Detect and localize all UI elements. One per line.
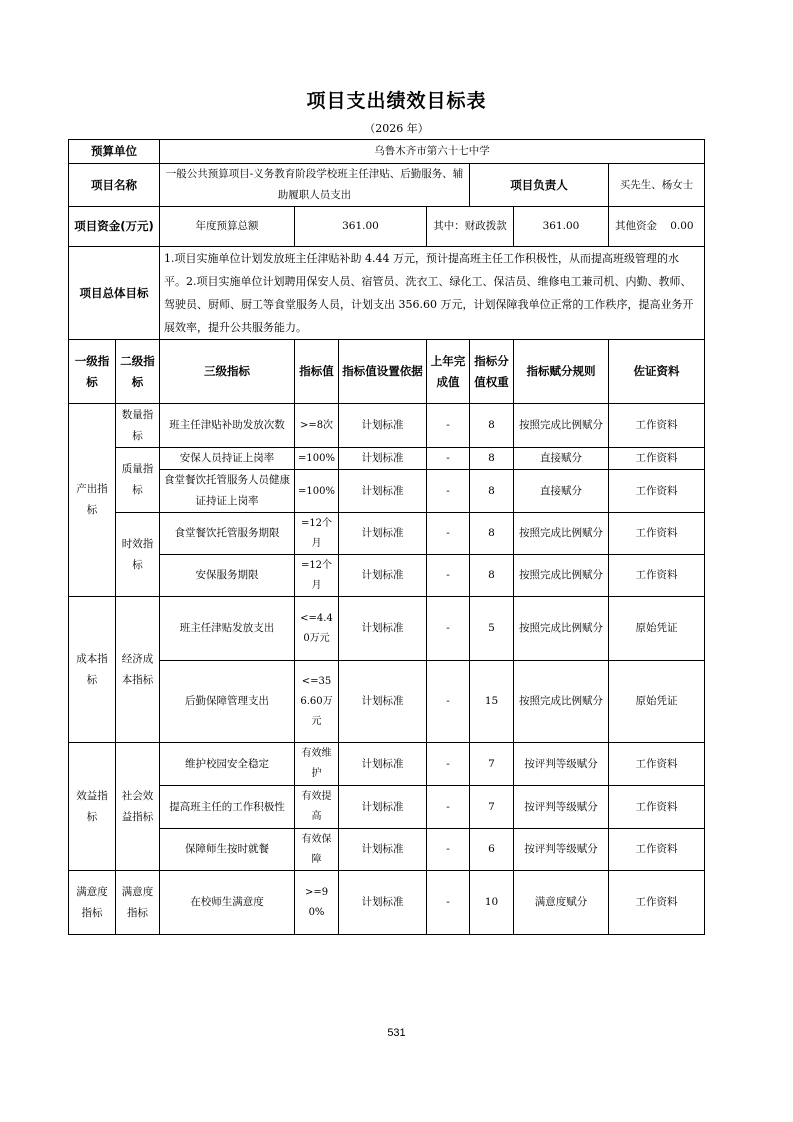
row-prev: - <box>427 470 470 513</box>
row-l3: 维护校园安全稳定 <box>160 743 295 786</box>
leader-value: 买先生、杨女士 <box>609 164 705 207</box>
row-basis: 计划标准 <box>339 829 427 871</box>
row-l3: 在校师生满意度 <box>160 871 295 935</box>
row-evidence: 工作资料 <box>609 786 705 829</box>
row-prev: - <box>427 743 470 786</box>
annual-budget-value: 361.00 <box>295 207 427 247</box>
row-evidence: 工作资料 <box>609 470 705 513</box>
project-name-value: 一般公共预算项目-义务教育阶段学校班主任津贴、后勤服务、辅助履职人员支出 <box>160 164 470 207</box>
row-evidence: 工作资料 <box>609 829 705 871</box>
row-weight: 15 <box>470 661 514 743</box>
unit-label: 预算单位 <box>69 140 160 164</box>
row-evidence: 原始凭证 <box>609 661 705 743</box>
row-weight: 5 <box>470 597 514 661</box>
row-evidence: 工作资料 <box>609 404 705 448</box>
row-evidence: 原始凭证 <box>609 597 705 661</box>
row-basis: 计划标准 <box>339 661 427 743</box>
row-basis: 计划标准 <box>339 513 427 555</box>
group-social: 社会效益指标 <box>116 743 160 871</box>
group-quantity: 数量指标 <box>116 404 160 448</box>
header-prev: 上年完成值 <box>427 340 470 404</box>
row-evidence: 工作资料 <box>609 513 705 555</box>
row-weight: 8 <box>470 513 514 555</box>
row-val: >=8次 <box>295 404 339 448</box>
row-l3: 食堂餐饮托管服务期限 <box>160 513 295 555</box>
header-l1: 一级指标 <box>69 340 116 404</box>
row-val: 有效维护 <box>295 743 339 786</box>
row-basis: 计划标准 <box>339 743 427 786</box>
table-row <box>69 871 705 935</box>
table-row <box>69 448 705 470</box>
row-rule: 按照完成比例赋分 <box>514 555 609 597</box>
row-l3: 安保服务期限 <box>160 555 295 597</box>
row-basis: 计划标准 <box>339 448 427 470</box>
header-basis: 指标值设置依据 <box>339 340 427 404</box>
row-weight: 8 <box>470 404 514 448</box>
row-rule: 直接赋分 <box>514 470 609 513</box>
row-weight: 7 <box>470 786 514 829</box>
funds-row <box>69 207 705 247</box>
table-row <box>69 661 705 743</box>
group-output: 产出指标 <box>69 404 116 597</box>
row-l3: 提高班主任的工作积极性 <box>160 786 295 829</box>
performance-table <box>68 139 705 935</box>
row-l3: 班主任津贴发放支出 <box>160 597 295 661</box>
row-basis: 计划标准 <box>339 470 427 513</box>
row-rule: 按照完成比例赋分 <box>514 597 609 661</box>
row-basis: 计划标准 <box>339 871 427 935</box>
goal-text: 1.项目实施单位计划发放班主任津贴补助 4.44 万元，预计提高班主任工作积极性，从而提高班级管理的水平。2.项目实施单位计划聘用保安人员、宿管员、洗衣工、绿化工、保洁员、维修电工兼司机、内勤、教师、驾驶员、厨师、厨工等食堂服务人员，计划支出 356.60 万元，计划保障我单位正常的工作秩序，提高业务开展效率，提升公共服务能力。 <box>160 247 705 340</box>
table-row <box>69 743 705 786</box>
row-evidence: 工作资料 <box>609 871 705 935</box>
row-l3: 食堂餐饮托管服务人员健康证持证上岗率 <box>160 470 295 513</box>
row-l3: 班主任津贴补助发放次数 <box>160 404 295 448</box>
other-funds-value: 0.00 <box>670 220 694 232</box>
annual-budget-label: 年度预算总额 <box>160 207 295 247</box>
row-val: <=4.40万元 <box>295 597 339 661</box>
row-l3: 后勤保障管理支出 <box>160 661 295 743</box>
row-rule: 满意度赋分 <box>514 871 609 935</box>
row-rule: 直接赋分 <box>514 448 609 470</box>
table-row <box>69 513 705 555</box>
row-prev: - <box>427 661 470 743</box>
row-rule: 按照完成比例赋分 <box>514 513 609 555</box>
row-prev: - <box>427 404 470 448</box>
group-cost: 成本指标 <box>69 597 116 743</box>
row-weight: 7 <box>470 743 514 786</box>
group-quality: 质量指标 <box>116 448 160 513</box>
header-val: 指标值 <box>295 340 339 404</box>
row-val: =100% <box>295 470 339 513</box>
row-weight: 10 <box>470 871 514 935</box>
row-basis: 计划标准 <box>339 786 427 829</box>
fiscal-value: 361.00 <box>514 207 609 247</box>
row-val: =100% <box>295 448 339 470</box>
header-rule: 指标赋分规则 <box>514 340 609 404</box>
leader-label: 项目负责人 <box>470 164 609 207</box>
header-weight: 指标分值权重 <box>470 340 514 404</box>
row-basis: 计划标准 <box>339 404 427 448</box>
table-row <box>69 470 705 513</box>
row-evidence: 工作资料 <box>609 448 705 470</box>
goal-row <box>69 247 705 340</box>
row-val: 有效保障 <box>295 829 339 871</box>
header-l3: 三级指标 <box>160 340 295 404</box>
header-l2: 二级指标 <box>116 340 160 404</box>
group-timeliness: 时效指标 <box>116 513 160 597</box>
row-prev: - <box>427 597 470 661</box>
group-econ-cost: 经济成本指标 <box>116 597 160 743</box>
row-weight: 8 <box>470 555 514 597</box>
group-satisfaction: 满意度指标 <box>69 871 116 935</box>
project-name-row <box>69 164 705 207</box>
row-rule: 按评判等级赋分 <box>514 786 609 829</box>
table-row <box>69 404 705 448</box>
group-satisfaction2: 满意度指标 <box>116 871 160 935</box>
header-evidence: 佐证资料 <box>609 340 705 404</box>
table-row <box>69 597 705 661</box>
row-basis: 计划标准 <box>339 597 427 661</box>
row-evidence: 工作资料 <box>609 555 705 597</box>
table-row <box>69 829 705 871</box>
row-prev: - <box>427 555 470 597</box>
funds-label: 项目资金(万元) <box>69 207 160 247</box>
group-benefit: 效益指标 <box>69 743 116 871</box>
row-weight: 8 <box>470 470 514 513</box>
table-row <box>69 555 705 597</box>
row-prev: - <box>427 871 470 935</box>
row-prev: - <box>427 829 470 871</box>
page-number: 531 <box>387 1027 406 1039</box>
row-prev: - <box>427 448 470 470</box>
unit-value: 乌鲁木齐市第六十七中学 <box>160 140 705 164</box>
row-val: <=356.60万元 <box>295 661 339 743</box>
row-prev: - <box>427 513 470 555</box>
other-funds-label: 其他资金 <box>609 207 705 247</box>
row-val: >=90% <box>295 871 339 935</box>
row-prev: - <box>427 786 470 829</box>
unit-row <box>69 140 705 164</box>
goal-label: 项目总体目标 <box>69 247 160 340</box>
row-weight: 6 <box>470 829 514 871</box>
row-rule: 按照完成比例赋分 <box>514 661 609 743</box>
row-l3: 安保人员持证上岗率 <box>160 448 295 470</box>
row-evidence: 工作资料 <box>609 743 705 786</box>
table-row <box>69 786 705 829</box>
header-row <box>69 340 705 404</box>
page-title: 项目支出绩效目标表 <box>306 90 487 112</box>
row-l3: 保障师生按时就餐 <box>160 829 295 871</box>
row-val: =12个月 <box>295 555 339 597</box>
row-weight: 8 <box>470 448 514 470</box>
row-val: 有效提高 <box>295 786 339 829</box>
project-name-label: 项目名称 <box>69 164 160 207</box>
year-label: （2026 年） <box>364 122 429 135</box>
fiscal-label: 其中：财政拨款 <box>427 207 514 247</box>
row-rule: 按评判等级赋分 <box>514 743 609 786</box>
row-rule: 按评判等级赋分 <box>514 829 609 871</box>
row-rule: 按照完成比例赋分 <box>514 404 609 448</box>
row-basis: 计划标准 <box>339 555 427 597</box>
row-val: =12个月 <box>295 513 339 555</box>
